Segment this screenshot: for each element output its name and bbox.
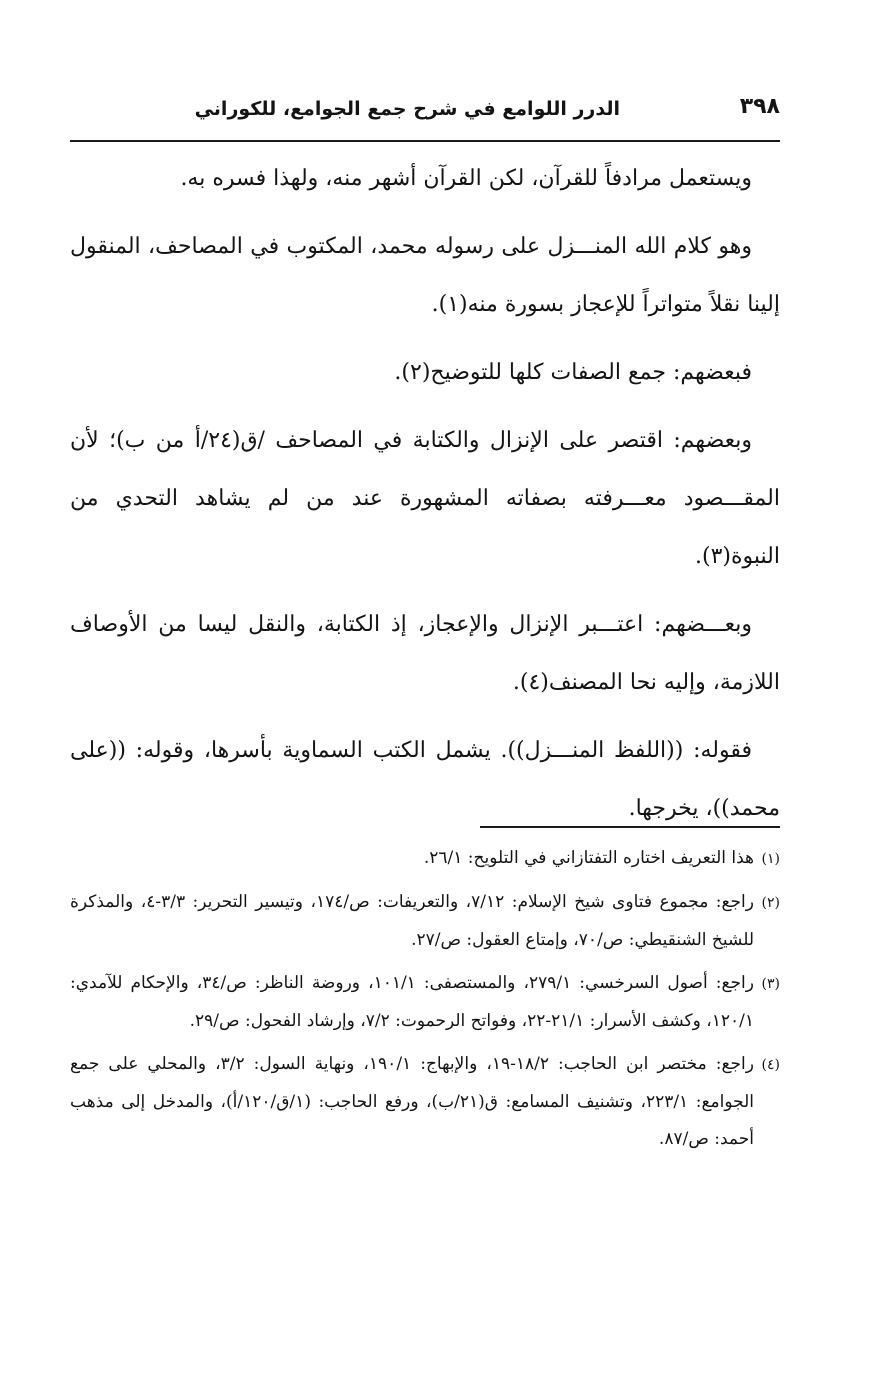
header-rule bbox=[70, 140, 780, 142]
main-text bbox=[70, 150, 780, 848]
running-title: الدرر اللوامع في شرح جمع الجوامع، للكوراني bbox=[194, 98, 620, 120]
book-page bbox=[70, 88, 780, 1338]
paragraph: وهو كلام الله المنـــزل على رسوله محمد، المكتوب في المصاحف، المنقول إلينا نقلاً متواتراً للإعجاز بسورة منه(١). bbox=[70, 234, 780, 317]
footnote bbox=[70, 965, 780, 1040]
running-header bbox=[70, 88, 780, 134]
paragraph: فبعضهم: جمع الصفات كلها للتوضيح(٢). bbox=[394, 360, 752, 385]
footnote bbox=[70, 884, 780, 959]
footnote bbox=[70, 1046, 780, 1158]
footnote-number: (٣) bbox=[761, 976, 780, 992]
paragraph: وبعضهم: اقتصر على الإنزال والكتابة في المصاحف /ق(٢٤/أ من ب)؛ لأن المقـــصود معـــرفته بصفاته المشهورة عند من لم يشاهد التحدي من النبوة(٣). bbox=[70, 428, 780, 569]
footnote bbox=[70, 840, 780, 878]
footnote-text: راجع: مجموع فتاوى شيخ الإسلام: ٧/١٢، والتعريفات: ص/١٧٤، وتيسير التحرير: ٣/٣-٤، والمذكرة للشيخ الشنقيطي: ص/٧٠، وإمتاع العقول: ص/٢٧. bbox=[70, 892, 754, 950]
paragraph: فقوله: ((اللفظ المنـــزل)). يشمل الكتب السماوية بأسرها، وقوله: ((على محمد))، يخرجها. bbox=[70, 738, 780, 821]
footnote-number: (٤) bbox=[761, 1057, 780, 1073]
footnote-separator bbox=[480, 826, 780, 828]
footnote-number: (٢) bbox=[761, 895, 780, 911]
footnote-text: راجع: مختصر ابن الحاجب: ١٨/٢-١٩، والإبهاج: ١٩٠/١، ونهاية السول: ٣/٢، والمحلي على جمع الجوامع: ٢٢٣/١، وتشنيف المسامع: ق(٢١/ب)، ورفع الحاجب: (١/ق/١٢٠/أ)، والمدخل إلى مذهب أحمد: ص/٨٧. bbox=[70, 1054, 754, 1149]
page-number: ٣٩٨ bbox=[739, 94, 780, 119]
footnote-number: (١) bbox=[761, 851, 780, 867]
paragraph: ويستعمل مرادفاً للقرآن، لكن القرآن أشهر منه، ولهذا فسره به. bbox=[180, 166, 752, 191]
footnote-text: راجع: أصول السرخسي: ٢٧٩/١، والمستصفى: ١٠١/١، وروضة الناظر: ص/٣٤، والإحكام للآمدي: ١٢٠/١، وكشف الأسرار: ٢١/١-٢٢، وفواتح الرحموت: ٧/٢، وإرشاد الفحول: ص/٢٩. bbox=[70, 973, 754, 1031]
footnote-text: هذا التعريف اختاره التفتازاني في التلويح: ٢٦/١. bbox=[423, 848, 754, 868]
paragraph: وبعـــضهم: اعتـــبر الإنزال والإعجاز، إذ الكتابة، والنقل ليسا من الأوصاف اللازمة، وإليه نحا المصنف(٤). bbox=[70, 612, 780, 695]
footnotes bbox=[70, 840, 780, 1164]
